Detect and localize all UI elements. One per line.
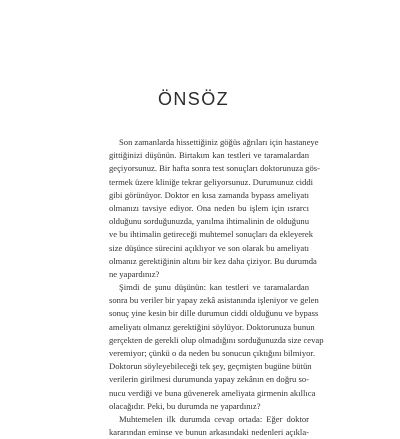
text-line: verilerin girilmesi durumunda yapay zekânın en doğru so-: [109, 374, 309, 385]
text-line: ve bu ihtimalin getireceği muhtemel sonuçları da ekleyerek: [109, 229, 314, 240]
text-line: gibi görünüyor. Doktor en kısa zamanda bypass ameliyatı: [109, 189, 309, 200]
text-line: ne yapardınız?: [109, 268, 160, 279]
body-text: [109, 136, 324, 439]
text-line: Şimdi de şunu düşünün: kan testleri ve taramalardan: [119, 282, 309, 293]
text-line: Doktorun söyleyebileceği tek şey, geçmişten bugüne bütün: [109, 361, 312, 372]
text-line: sonuç yine kesin bir dille durumun ciddi olduğunu ve bypass: [109, 308, 319, 319]
chapter-heading: ÖNSÖZ: [158, 89, 230, 109]
paragraph-3: [109, 413, 309, 439]
text-line: olduğunu sorduğunuzda, yanılma ihtimalinin de olduğunu: [109, 216, 309, 227]
text-line: gerçekten de gerekli olup olmadığını sorduğunuzda size cevap: [109, 334, 324, 345]
text-line: ameliyatı olmanız gerektiğini söylüyor. Doktorunuza bunun: [109, 321, 315, 332]
text-line: Son zamanlarda hissettiğiniz göğüs ağrıları için hastaneye: [119, 137, 319, 147]
text-line: veremiyor; çünkü o da neden bu sonucun çıktığını bilmiyor.: [109, 348, 315, 358]
text-line: gittiğinizi düşünün. Birtakım kan testleri ve taramalardan: [109, 150, 309, 161]
text-line: olacağıdır. Peki, bu durumda ne yapardınız?: [109, 400, 261, 411]
text-line: sonra bu veriler bir yapay zekâ asistanında işleniyor ve gelen: [109, 295, 319, 306]
text-line: termek üzere kliniğe tekrar geliyorsunuz. Durumunuz ciddi: [109, 176, 314, 187]
text-line: geçiyorsunuz. Bir hafta sonra test sonuçları doktorunuza gös-: [109, 163, 320, 174]
text-line: olmanızı tavsiye ediyor. Ona neden bu işlem için ısrarcı: [109, 202, 309, 213]
paragraph-1: [109, 136, 320, 281]
paragraph-2: [109, 281, 324, 413]
text-line: size düşünce sürecini açıklıyor ve son olarak bu ameliyatı: [109, 242, 309, 253]
text-line: Muhtemelen ilk durumda cevap ortada: Eğer doktor: [119, 413, 309, 424]
text-line: nucu verdiği ve buna güvenerek ameliyata girmenin akıllıca: [109, 387, 316, 398]
text-line: kararından eminse ve bunun arkasındaki nedenleri açıkla-: [109, 427, 309, 438]
text-line: olmanız gerektiğinin altını bir kez daha çiziyor. Bu durumda: [109, 255, 317, 266]
